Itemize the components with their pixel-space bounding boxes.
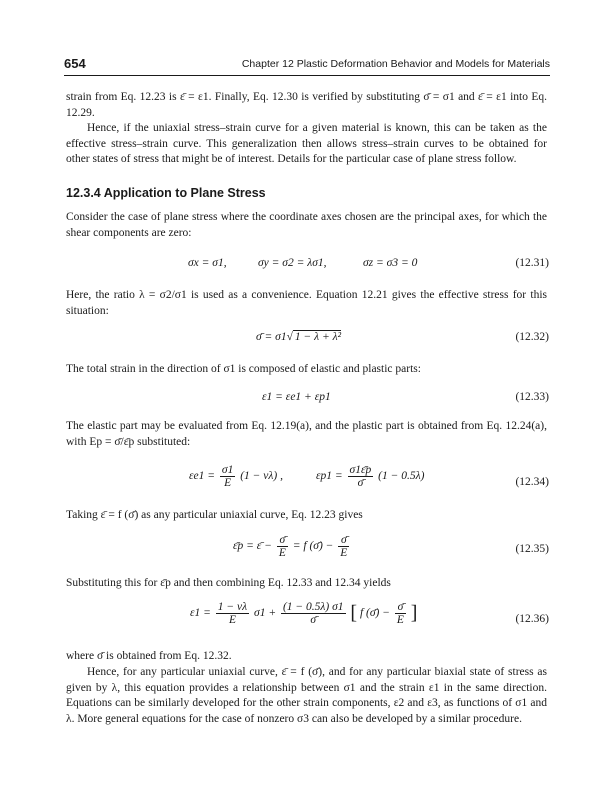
fraction: [281, 601, 346, 626]
equation-12-34-term: (1 − 0.5λ): [378, 470, 425, 483]
equation-12-32: σ̄ = σ1√ 1 − λ + λ²: [256, 331, 342, 343]
numerator: σ̄: [279, 534, 286, 546]
paragraph-5: The total strain in the direction of σ1 is composed of elastic and plastic parts:: [66, 363, 421, 375]
equation-12-32-radicand: 1 − λ + λ²: [294, 331, 342, 343]
paragraph-10: Hence, for any particular uniaxial curve, ε̄ = f (σ̄), and for any particular biaxial state of stress as given by λ, this equation provides a relationship between σ1 and the strain ε1 in the same direction. Equations can be similarly developed for the other strain components, ε2 and ε3, as functions of σ1 and λ. More general equations for the case of nonzero σ3 can also be developed by a similar procedure.: [66, 666, 547, 725]
denominator: E: [216, 613, 249, 626]
paragraph-8: Substituting this for ε̄p and then combining Eq. 12.33 and 12.34 yields: [66, 577, 391, 589]
fraction: [277, 534, 288, 559]
equation-12-36-term: σ1 +: [254, 607, 277, 620]
paragraph-7: Taking ε̄ = f (σ̄) as any particular uniaxial curve, Eq. 12.23 gives: [66, 509, 363, 521]
numerator: 1 − νλ: [217, 601, 248, 613]
equation-number-12-36: (12.36): [515, 613, 549, 625]
paragraph-3: Consider the case of plane stress where the coordinate axes chosen are the principal axes, for which the shear components are zero:: [66, 211, 547, 239]
fraction: [220, 464, 235, 489]
fraction: [395, 601, 406, 626]
open-bracket: [: [350, 602, 358, 624]
denominator: σ̄: [348, 476, 374, 489]
paragraph-6: The elastic part may be evaluated from Eq. 12.19(a), and the plastic part is obtained from Eq. 12.24(a), with Ep = σ̄/ε̄p substituted:: [66, 420, 547, 448]
equation-12-32-lhs: σ̄ = σ1: [256, 331, 287, 343]
section-heading: 12.3.4 Application to Plane Stress: [66, 186, 266, 200]
paragraph-2: Hence, if the uniaxial stress–strain curve for a given material is known, this can be taken as the effective stress–strain curve. This generalization then allows stress–strain curves to be obtained for other states of stress that might be of interest. Details for the particular case of plane stress follow.: [66, 122, 547, 165]
equation-12-36: [190, 601, 417, 626]
equation-12-31-part-b: σy = σ2 = λσ1,: [258, 257, 327, 269]
equation-number-12-33: (12.33): [515, 391, 549, 403]
fraction: [338, 534, 349, 559]
running-header: [64, 56, 550, 74]
close-bracket: ]: [410, 602, 418, 624]
fraction: [348, 464, 374, 489]
equation-12-36-lhs: ε1 =: [190, 607, 211, 620]
equation-12-35-middle: = f (σ̄) −: [292, 540, 334, 553]
numerator: σ1ε̄p: [349, 464, 372, 476]
equation-12-31-part-a: σx = σ1,: [188, 257, 227, 269]
denominator: E: [340, 547, 348, 559]
paragraph-1: strain from Eq. 12.23 is ε̄ = ε1. Finally, Eq. 12.30 is verified by substituting σ̄ = σ1 and ε̄ = ε1 into Eq. 12.29.: [66, 91, 547, 119]
running-title: Chapter 12 Plastic Deformation Behavior and Models for Materials: [241, 58, 550, 70]
paragraph-4: Here, the ratio λ = σ2/σ1 is used as a convenience. Equation 12.21 gives the effective stress for this situation:: [66, 289, 547, 317]
numerator: σ1: [221, 464, 234, 476]
numerator: (1 − 0.5λ) σ1: [282, 601, 344, 613]
equation-12-36-inner: f (σ̄) −: [359, 607, 391, 620]
equation-12-34-lhs-plastic: εp1 =: [316, 470, 343, 483]
equation-number-12-35: (12.35): [515, 543, 549, 555]
equation-12-35: [233, 534, 351, 559]
page-number: 654: [64, 56, 86, 71]
equation-12-35-lhs: ε̄p = ε̄ −: [233, 540, 272, 553]
equation-12-31-part-c: σz = σ3 = 0: [363, 257, 418, 269]
paragraph-9: where σ̄ is obtained from Eq. 12.32.: [66, 650, 232, 662]
equation-12-33: ε1 = εe1 + εp1: [262, 391, 331, 403]
equation-number-12-32: (12.32): [515, 331, 549, 343]
denominator: E: [220, 476, 235, 489]
denominator: E: [278, 547, 286, 559]
denominator: σ̄: [281, 613, 346, 626]
numerator: σ̄: [340, 534, 347, 546]
equation-12-34-lhs-elastic: εe1 =: [189, 470, 216, 483]
equation-12-34-plastic: [316, 464, 424, 489]
equation-number-12-34: (12.34): [515, 476, 549, 488]
fraction: [216, 601, 249, 626]
equation-12-34-elastic: [189, 464, 283, 489]
denominator: E: [396, 614, 404, 626]
equation-number-12-31: (12.31): [515, 257, 549, 269]
equation-12-34-term: (1 − νλ) ,: [240, 470, 283, 483]
header-rule: [64, 75, 550, 76]
numerator: σ̄: [397, 601, 404, 613]
